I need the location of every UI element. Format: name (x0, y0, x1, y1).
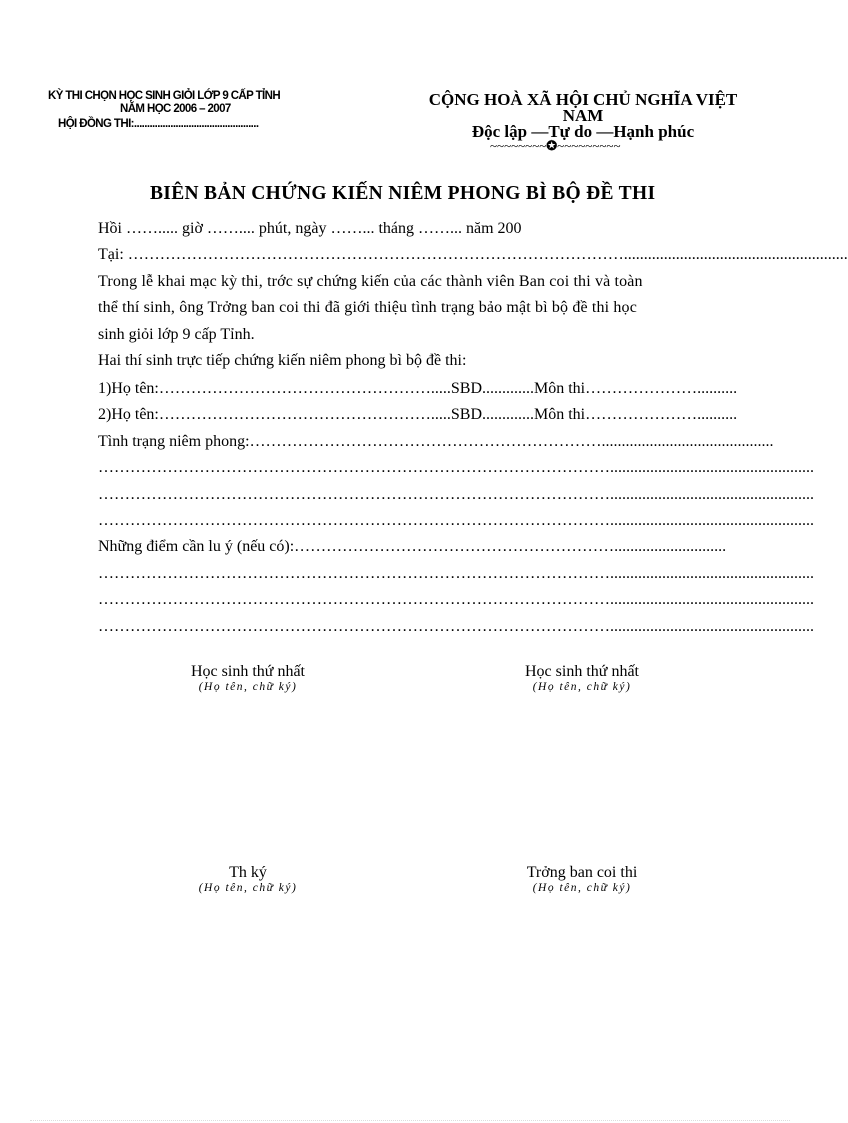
dotted-line: ……………………………………………………………………………………................................................... (98, 618, 814, 635)
dotted-line: ……………………………………………………………………………………................................................... (98, 565, 814, 582)
witness-line: Hai thí sinh trực tiếp chứng kiến niêm phong bì bộ đề thi: (98, 352, 467, 369)
signature-student-1-note: (Họ tên, chữ ký) (198, 681, 298, 693)
signature-student-2-title: Học sinh thứ nhất (525, 663, 639, 680)
intro-line-2: thể thí sinh, ông Trởng ban coi thi đã giới thiệu tình trạng bảo mật bì bộ đề thi học (98, 299, 637, 316)
candidate-1-line: 1)Họ tên:…………………………………………….....SBD.............Môn thi………………….......... (98, 380, 738, 397)
place-line: Tại: …………………………………………………………………………………........................................................ (98, 246, 848, 263)
signature-student-1-title: Học sinh thứ nhất (191, 663, 305, 680)
time-line: Hồi ……..... giờ …….... phút, ngày ……... tháng ……... năm 200 (98, 220, 522, 237)
divider-left: ~~~~~~~~ (490, 138, 547, 153)
signature-secretary-title: Th ký (229, 864, 267, 881)
dotted-line: ……………………………………………………………………………………................................................... (98, 512, 814, 529)
intro-line-1: Trong lễ khai mạc kỳ thi, trớc sự chứng kiến của các thành viên Ban coi thi và toàn (98, 273, 643, 290)
ornament-divider (490, 138, 620, 154)
document-title: BIÊN BẢN CHỨNG KIẾN NIÊM PHONG BÌ BỘ ĐỀ THI (150, 183, 656, 204)
dotted-line: ……………………………………………………………………………………................................................... (98, 459, 814, 476)
dotted-line: ……………………………………………………………………………………................................................... (98, 591, 814, 608)
signature-head-note: (Họ tên, chữ ký) (532, 882, 632, 894)
nation-name: CỘNG HOÀ XÃ HỘI CHỦ NGHĨA VIỆT (428, 90, 738, 109)
nation-name-continued: NAM (562, 106, 604, 125)
divider-right: ~~~~~~~~~ (557, 138, 621, 153)
signature-head-title: Trởng ban coi thi (526, 864, 638, 881)
signature-secretary-note: (Họ tên, chữ ký) (198, 882, 298, 894)
seal-status-line: Tình trạng niêm phong:…………………………………………………………........................................... (98, 433, 774, 450)
page-bottom-border (30, 1120, 790, 1122)
star-emblem-icon: ✪ (546, 138, 558, 153)
dotted-line: ……………………………………………………………………………………................................................... (98, 486, 814, 503)
exam-name: KỲ THI CHỌN HỌC SINH GIỎI LỚP 9 CẤP TỈNH (48, 90, 281, 102)
school-year: NĂM HỌC 2006 – 2007 (120, 103, 231, 115)
signature-student-2-note: (Họ tên, chữ ký) (532, 681, 632, 693)
notes-line: Những điểm cần lu ý (nếu có):……………………………………………………............................ (98, 538, 727, 555)
exam-council: HỘI ĐỒNG THI:................................................ (58, 118, 259, 130)
national-motto: Độc lập —Tự do —Hạnh phúc (471, 122, 695, 141)
intro-line-3: sinh giỏi lớp 9 cấp Tỉnh. (98, 326, 255, 343)
candidate-2-line: 2)Họ tên:…………………………………………….....SBD.............Môn thi………………….......... (98, 406, 738, 423)
